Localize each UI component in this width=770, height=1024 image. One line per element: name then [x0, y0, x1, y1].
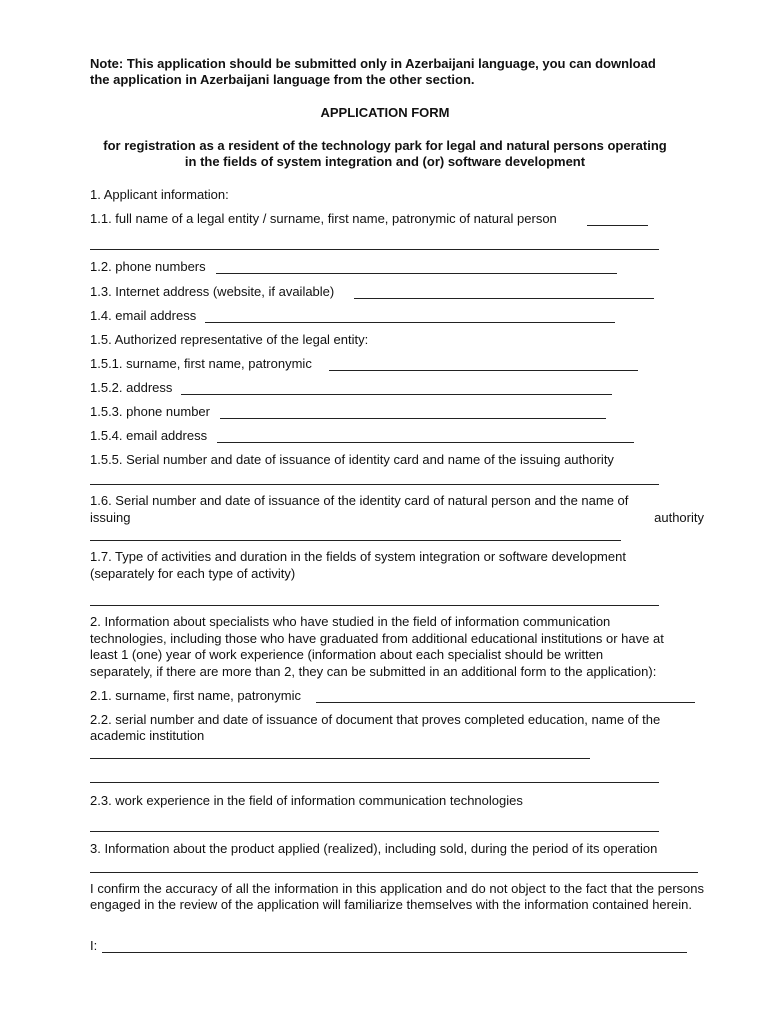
item-1-6-authority: authority	[654, 510, 704, 525]
item-1-4-label: 1.4. email address	[90, 308, 197, 323]
note-line-2: the application in Azerbaijani language from the other section.	[90, 72, 475, 87]
product-info-blank[interactable]	[90, 872, 698, 873]
work-experience-blank[interactable]	[90, 831, 659, 832]
representative-phone-blank[interactable]	[220, 418, 606, 419]
item-2-2-line-1: 2.2. serial number and date of issuance of document that proves completed education, name of the	[90, 712, 661, 727]
specialist-name-blank[interactable]	[316, 702, 695, 703]
email-blank[interactable]	[205, 322, 615, 323]
item-1-1-blank-line-2[interactable]	[90, 249, 659, 250]
activities-blank[interactable]	[90, 605, 659, 606]
website-blank[interactable]	[354, 298, 654, 299]
section-2-heading-1: 2. Information about specialists who have studied in the field of information communication	[90, 614, 611, 629]
item-2-1-label: 2.1. surname, first name, patronymic	[90, 688, 301, 703]
item-2-2-line-2: academic institution	[90, 728, 205, 743]
item-2-3-label: 2.3. work experience in the field of information communication technologies	[90, 793, 523, 808]
item-1-7-line-1: 1.7. Type of activities and duration in the fields of system integration or software development	[90, 549, 626, 564]
section-1-heading: 1. Applicant information:	[90, 187, 229, 202]
item-1-2-label: 1.2. phone numbers	[90, 259, 206, 274]
item-1-5-5-label: 1.5.5. Serial number and date of issuance of identity card and name of the issuing authority	[90, 452, 614, 467]
item-3-label: 3. Information about the product applied (realized), including sold, during the period of its operation	[90, 841, 658, 856]
item-1-5-2-label: 1.5.2. address	[90, 380, 173, 395]
subtitle-line-1: for registration as a resident of the technology park for legal and natural persons operating	[103, 138, 667, 153]
note-line-1: Note: This application should be submitted only in Azerbaijani language, you can download	[90, 56, 656, 71]
item-1-5-4-label: 1.5.4. email address	[90, 428, 208, 443]
signature-blank[interactable]	[102, 952, 687, 953]
item-1-5-1-label: 1.5.1. surname, first name, patronymic	[90, 356, 312, 371]
subtitle-line-2: in the fields of system integration and (or) software development	[184, 154, 586, 169]
id-card-blank[interactable]	[90, 484, 659, 485]
item-1-6-issuing: issuing	[90, 510, 131, 525]
representative-email-blank[interactable]	[217, 442, 634, 443]
item-1-1-label: 1.1. full name of a legal entity / surname, first name, patronymic of natural person	[90, 211, 557, 226]
section-2-heading-3: least 1 (one) year of work experience (information about each specialist should be written	[90, 647, 604, 662]
section-2-heading-2: technologies, including those who have graduated from additional educational institutions or have at	[90, 631, 664, 646]
item-1-1-blank[interactable]	[587, 225, 648, 226]
item-1-5-label: 1.5. Authorized representative of the legal entity:	[90, 332, 369, 347]
phone-numbers-blank[interactable]	[216, 273, 617, 274]
confirmation-text: I confirm the accuracy of all the information in this application and do not object to the fact that the persons engaged in the review of the application will familiarize themselves with the information contained herein.	[90, 881, 704, 912]
form-title: APPLICATION FORM	[320, 105, 450, 120]
signature-label: I:	[90, 938, 98, 953]
item-1-3-label: 1.3. Internet address (website, if available)	[90, 284, 335, 299]
item-1-6-line-1: 1.6. Serial number and date of issuance of the identity card of natural person and the name of	[90, 493, 629, 508]
natural-person-id-blank[interactable]	[90, 540, 621, 541]
representative-address-blank[interactable]	[181, 394, 612, 395]
education-document-blank[interactable]	[90, 758, 590, 759]
item-1-7-line-2: (separately for each type of activity)	[90, 566, 296, 581]
representative-name-blank[interactable]	[329, 370, 638, 371]
education-document-blank-2[interactable]	[90, 782, 659, 783]
section-2-heading-4: separately, if there are more than 2, they can be submitted in an additional form to the application):	[90, 664, 657, 679]
item-1-5-3-label: 1.5.3. phone number	[90, 404, 210, 419]
